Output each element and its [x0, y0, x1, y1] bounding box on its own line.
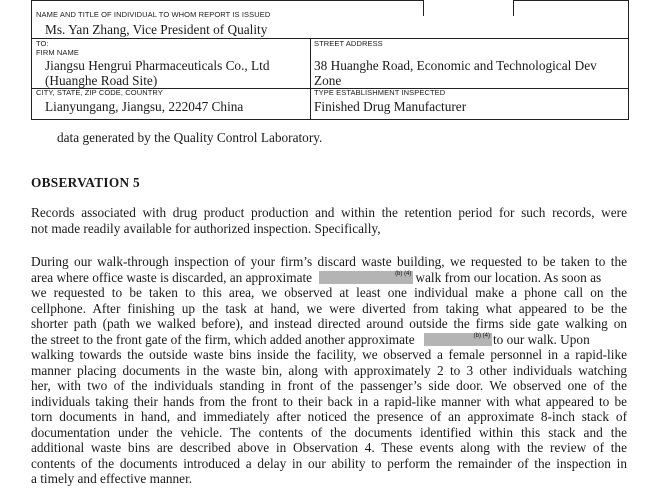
- paragraph-line: additional waste bins are described above in Observation 4. These events along with the review of the: [31, 440, 627, 455]
- paragraph-line: contents of the documents introduced a delay in our ability to perform the remainder of the inspection in: [31, 455, 627, 471]
- paragraph-line: Records associated with drug product production and within the retention period for such records, were: [31, 205, 627, 220]
- establishment-type-label: TYPE ESTABLISHMENT INSPECTED: [314, 88, 446, 97]
- paragraph-line: her, with two of the individuals standing in front of the passenger’s side door. We observed one of the: [31, 378, 627, 393]
- text-fragment: area where office waste is discarded, an approximate: [31, 269, 313, 285]
- paragraph-line: individuals taking their hands from the front to their back in a rapid-like manner with what appeared to be: [31, 393, 627, 409]
- observation-paragraph-2: [31, 254, 627, 487]
- paragraph-line: walking towards the outside waste bins inside the facility, we observed a female personnel in a rapid-like: [31, 347, 627, 362]
- street-address-cell: [310, 38, 628, 88]
- redaction-box: [424, 333, 492, 346]
- header-gap-right-rule: [513, 0, 514, 16]
- paragraph-line: documentation under the vehicle. The contents of the documents identified within this stack and the: [31, 424, 627, 440]
- firm-name-cell: [32, 38, 310, 88]
- establishment-type-cell: [310, 88, 628, 119]
- firm-name-label: FIRM NAME: [36, 48, 79, 57]
- intro-line: data generated by the Quality Control Laboratory.: [57, 130, 323, 145]
- firm-name-line1: Jiangsu Hengrui Pharmaceuticals Co., Ltd: [45, 58, 270, 73]
- header-gap: [423, 0, 513, 16]
- paragraph-line: shorter path (path we walked before), and instead directed around outside the firms side gate walking on: [31, 316, 627, 331]
- text-fragment: the street to the front gate of the firm, which added another approximate: [31, 331, 415, 347]
- street-address-line1: 38 Huanghe Road, Economic and Technological Dev: [314, 58, 597, 73]
- paragraph-line: not made readily available for authorized inspection. Specifically,: [31, 220, 381, 236]
- text-fragment: walk from our location. As soon as: [415, 269, 602, 285]
- header-top-rule-left: [32, 0, 423, 1]
- name-title-label: NAME AND TITLE OF INDIVIDUAL TO WHOM REPORT IS ISSUED: [36, 10, 271, 19]
- redaction-tag: (b) (4): [395, 270, 412, 277]
- paragraph-line: cellphone. After finishing up the task at hand, we were diverted from taking what appeared to be the: [31, 300, 627, 316]
- observation-paragraph-1: [31, 205, 627, 236]
- header-top-rule-right: [513, 0, 628, 1]
- city-value: Lianyungang, Jiangsu, 222047 China: [45, 99, 244, 114]
- paragraph-line: torn documents in hand, and immediately after noticed the presence of an approximate 8-inch stack of: [31, 409, 627, 424]
- header-gap-left-rule: [423, 0, 424, 16]
- paragraph-line: During our walk-through inspection of your firm’s discard waste building, we requested to be taken to the: [31, 254, 627, 269]
- name-title-value: Ms. Yan Zhang, Vice President of Quality: [45, 22, 268, 37]
- city-cell: [32, 88, 310, 119]
- paragraph-line: a timely and effective manner.: [31, 471, 193, 486]
- city-label: CITY, STATE, ZIP CODE, COUNTRY: [36, 88, 163, 97]
- text-fragment: to our walk. Upon: [492, 331, 590, 347]
- paragraph-line: we requested to be taken to this area, we observed at least one individual make a phone call on the: [31, 285, 627, 300]
- redaction-tag: (b) (4): [473, 332, 490, 339]
- observation-heading: OBSERVATION 5: [31, 175, 140, 190]
- redaction-box: [319, 271, 413, 284]
- street-address-line2: Zone: [314, 73, 342, 88]
- name-title-cell: [32, 0, 628, 38]
- to-label: TO:: [36, 39, 49, 48]
- paragraph-line-with-redaction: [31, 270, 627, 286]
- firm-name-line2: (Huanghe Road Site): [45, 73, 158, 88]
- paragraph-line-with-redaction: [31, 332, 627, 348]
- paragraph-line: manner placing documents in the waste bin, along with approximately 2 to 3 other individuals watching: [31, 362, 627, 378]
- report-header-form: [31, 0, 629, 120]
- street-address-label: STREET ADDRESS: [314, 39, 383, 48]
- establishment-type-value: Finished Drug Manufacturer: [314, 99, 467, 114]
